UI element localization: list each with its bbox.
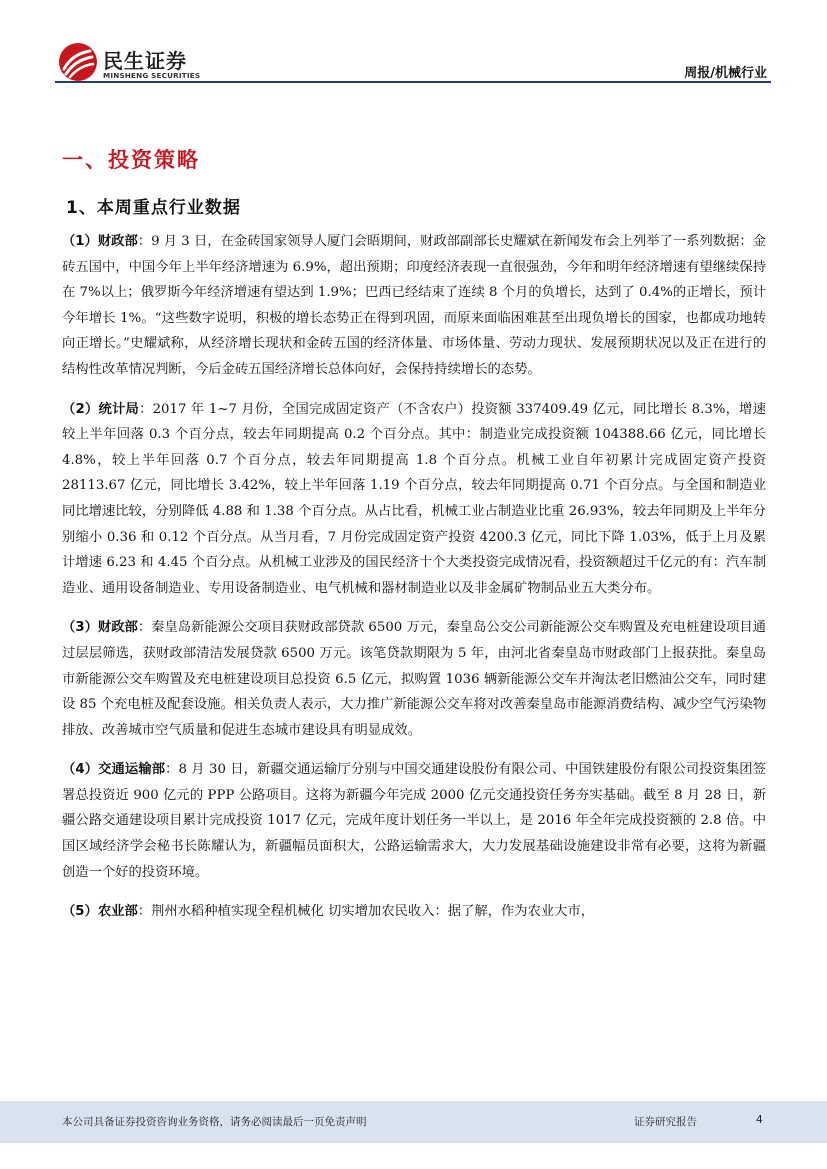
paragraph-statistics-bureau <box>62 397 766 602</box>
section-title: 一、投资策略 <box>62 148 200 172</box>
footer-doc-type: 证券研究报告 <box>634 1116 697 1128</box>
paragraph-text: ：9 月 3 日，在金砖国家领导人厦门会晤期间，财政部副部长史耀斌在新闻发布会上列举了一系列数据：金砖五国中，中国今年上半年经济增速为 6.9%，超出预期；印度经济表现一直很强劲，今年和明年经济增速有望继续保持在 7%以上；俄罗斯今年经济增速有望达到 1.9%；巴西已经结束了连续 8 个月的负增长，达到了 0.4%的正增长，预计今年增长 1%。“这些数字说明，积极的增长态势正在得到巩固，而原来面临困难甚至出现负增长的国家，也都成功地转向正增长。”史耀斌称，从经济增长现状和金砖五国的经济体量、市场体量、劳动力现状、发展预期状况以及正在进行的结构性改革情况判断，今后金砖五国经济增长总体向好，会保持持续增长的态势。 <box>62 234 766 377</box>
paragraph-finance-ministry-brics <box>62 229 766 383</box>
page-footer <box>0 1101 827 1143</box>
company-logo <box>58 42 208 82</box>
paragraph-lead: （4）交通运输部 <box>62 762 166 778</box>
logo-english-name: MINSHENG SECURITIES <box>103 71 201 80</box>
paragraph-text: ：8 月 30 日，新疆交通运输厅分别与中国交通建设股份有限公司、中国铁建股份有限公司投资集团签署总投资近 900 亿元的 PPP 公路项目。这将为新疆今年完成 2000 亿元交通投资任务夯实基础。截至 8 月 28 日，新疆公路交通建设项目累计完成投资 1017 亿元，完成年度计划任务一半以上，是 2016 年全年完成投资额的 2.8 倍。中国区域经济学会秘书长陈耀认为，新疆幅员面积大，公路运输需求大，大力发展基础设施建设非常有必要，这将为新疆创造一个好的投资环境。 <box>62 762 766 880</box>
footer-disclaimer: 本公司具备证券投资咨询业务资格，请务必阅读最后一页免责声明 <box>62 1116 367 1128</box>
article-body <box>62 229 766 939</box>
header-divider <box>55 81 771 83</box>
paragraph-finance-ministry-bus <box>62 615 766 743</box>
logo-chinese-name: 民生证券 <box>103 49 187 73</box>
paragraph-text: ：荆州水稻种植实现全程机械化 切实增加农民收入：据了解，作为农业大市， <box>137 904 595 920</box>
paragraph-agriculture-ministry <box>62 899 766 925</box>
paragraph-lead: （2）统计局 <box>62 401 140 417</box>
paragraph-text: ：秦皇岛新能源公交项目获财政部贷款 6500 万元，秦皇岛公交公司新能源公交车购置及充电桩建设项目通过层层筛选，获财政部清洁发展贷款 6500 万元。该笔贷款期限为 5 年，由河北省秦皇岛市财政部门上报获批。秦皇岛市新能源公交车购置及充电桩建设项目总投资 6.5 亿元，拟购置 1036 辆新能源公交车并淘汰老旧燃油公交车，同时建设 85 个充电桩及配套设施。相关负责人表示，大力推广新能源公交车将对改善秦皇岛市能源消费结构、减少空气污染物排放、改善城市空气质量和促进生态城市建设具有明显成效。 <box>62 620 766 738</box>
report-type-label: 周报/机械行业 <box>684 66 767 81</box>
paragraph-lead: （5）农业部 <box>62 904 138 920</box>
paragraph-lead: （1）财政部 <box>62 234 138 249</box>
page-header <box>0 0 827 90</box>
paragraph-lead: （3）财政部 <box>62 620 138 636</box>
page-number: 4 <box>756 1114 763 1126</box>
paragraph-text: ：2017 年 1~7 月份，全国完成固定资产（不含农户）投资额 337409.49 亿元，同比增长 8.3%，增速较上半年回落 0.3 个百分点，较去年同期提高 0.2 个百分点。其中：制造业完成投资额 104388.66 亿元，同比增长 4.8%，较上半年回落 0.7 个百分点，较去年同期提高 1.8 个百分点。机械工业自年初累计完成固定资产投资 28113.67 亿元，同比增长 3.42%，较上半年回落 1.19 个百分点，较去年同期提高 0.71 个百分点。与全国和制造业同比增速比较，分别降低 4.88 和 1.38 个百分点。从占比看，机械工业占制造业比重 26.93%，较去年同期及上半年分别缩小 0.36 和 0.12 个百分点。从当月看，7 月份完成固定资产投资 4200.3 亿元，同比下降 1.03%，低于上月及累计增速 6.23 和 4.45 个百分点。从机械工业涉及的国民经济十个大类投资完成情况看，投资额超过千亿元的有：汽车制造业、通用设备制造业、专用设备制造业、电气机械和器材制造业以及非金属矿物制品业五大类分布。 <box>62 401 766 596</box>
paragraph-transport-ministry <box>62 757 766 885</box>
minsheng-logo-icon <box>58 42 98 82</box>
subsection-title: 1、本周重点行业数据 <box>66 198 241 218</box>
